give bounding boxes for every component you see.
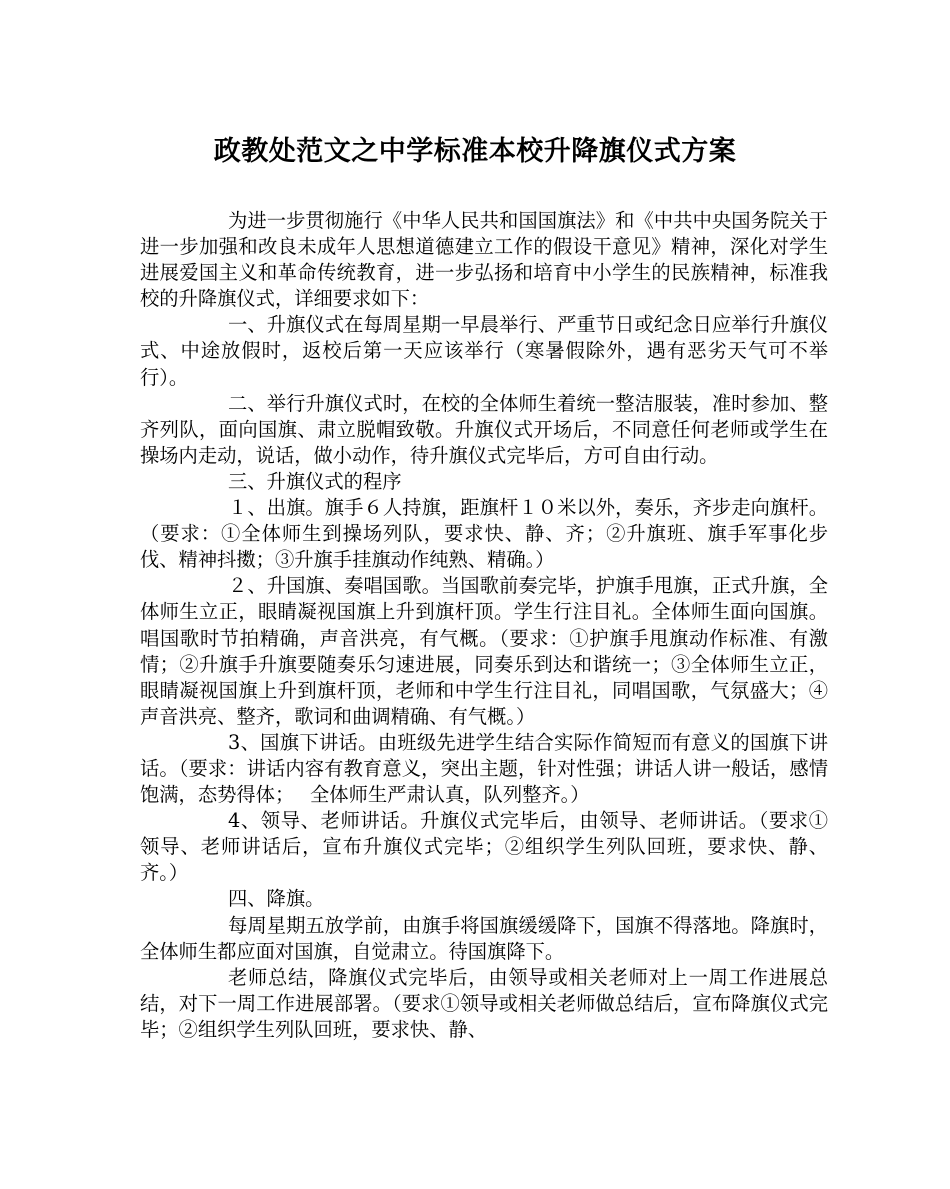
paragraph-section-3-heading: 三、升旗仪式的程序 [228,469,402,493]
paragraph-step-4: 4、领导、老师讲话。升旗仪式完毕后，由领导、老师讲话。（要求①领导、老师讲话后，宣布升旗仪式完毕；②组织学生列队回班，要求快、静、齐。） [140,809,828,885]
document-body [140,208,828,1043]
paragraph-step-2: ２、升国旗、奏唱国歌。当国歌前奏完毕，护旗手甩旗，正式升旗，全体师生立正，眼睛凝视国旗上升到旗杆顶。学生行注目礼。全体师生面向国旗。 唱国歌时节拍精确，声音洪亮，有气概。（要求：①护旗手甩旗动作标准、有激情；②升旗手升旗要随奏乐匀速进展，同奏乐到达和谐统一；③全体师生立正，眼睛凝视国旗上升到旗杆顶，老师和中学生行注目礼，同唱国歌，气氛盛大；④声音洪亮、整齐，歌词和曲调精确、有气概。） [140,574,828,728]
paragraph-lowering: 每周星期五放学前，由旗手将国旗缓缓降下，国旗不得落地。降旗时，全体师生都应面对国旗，自觉肃立。待国旗降下。 [140,913,828,963]
paragraph-summary: 老师总结，降旗仪式完毕后，由领导或相关老师对上一周工作进展总结，对下一周工作进展部署。（要求①领导或相关老师做总结后，宣布降旗仪式完毕；②组织学生列队回班，要求快、静、 [140,965,828,1041]
paragraph-section-4-heading: 四、降旗。 [228,887,325,911]
paragraph-intro: 为进一步贯彻施行《中华人民共和国国旗法》和《中共中央国务院关于进一步加强和改良未成年人思想道德建立工作的假设干意见》精神，深化对学生进展爱国主义和革命传统教育，进一步弘扬和培育中小学生的民族精神，标准我校的升降旗仪式，详细要求如下： [140,209,828,311]
paragraph-step-3: 3、国旗下讲话。由班级先进学生结合实际作简短而有意义的国旗下讲话。（要求：讲话内容有教育意义，突出主题，针对性强；讲话人讲一般话，感情饱满，态势得体； 全体师生严肃认真，队列整齐。） [140,730,828,807]
document-title: 政教处范文之中学标准本校升降旗仪式方案 [213,136,737,167]
paragraph-section-2: 二、举行升旗仪式时，在校的全体师生着统一整洁服装，准时参加、整齐列队，面向国旗、肃立脱帽致敬。升旗仪式开场后，不同意任何老师或学生在操场内走动，说话，做小动作，待升旗仪式完毕后，方可自由行动。 [140,391,828,467]
paragraph-step-1: １、出旗。旗手６人持旗，距旗杆１０米以外，奏乐，齐步走向旗杆。（要求：①全体师生到操场列队，要求快、静、齐；②升旗班、旗手军事化步伐、精神抖擞；③升旗手挂旗动作纯熟、精确。） [140,496,828,572]
paragraph-section-1: 一、升旗仪式在每周星期一早晨举行、严重节日或纪念日应举行升旗仪式、中途放假时，返校后第一天应该举行（寒暑假除外，遇有恶劣天气可不举行）。 [140,313,828,389]
